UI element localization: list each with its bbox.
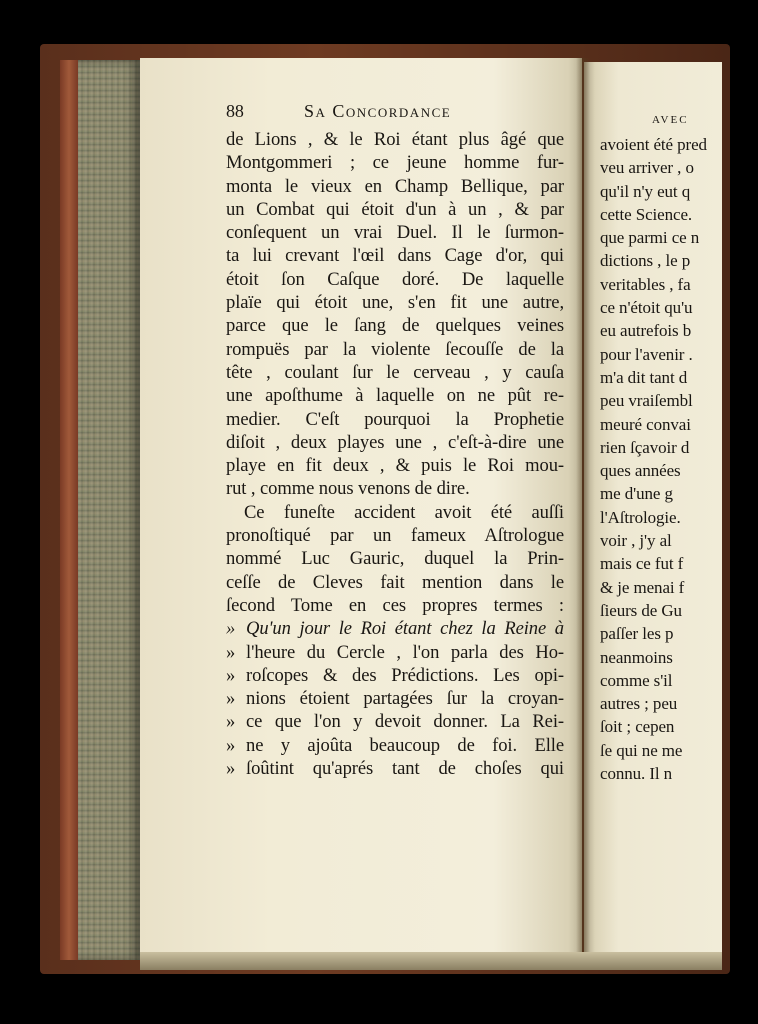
text-line: me d'une g xyxy=(600,484,673,504)
quote-mark: » xyxy=(226,641,236,663)
text-line: nions étoient partagées ſur la croyan- xyxy=(246,688,564,710)
text-line: rut , comme nous venons de dire. xyxy=(226,478,470,500)
red-edge-stain xyxy=(60,60,78,960)
text-line: playe en fit deux , & puis le Roi mou- xyxy=(226,455,564,477)
text-line: ſe qui ne me xyxy=(600,740,683,760)
text-line: neanmoins xyxy=(600,647,673,667)
text-line: Montgommeri ; ce jeune homme fur- xyxy=(226,152,564,174)
quote-mark: » xyxy=(226,758,236,780)
text-line: ſoit ; cepen xyxy=(600,717,675,737)
text-line: peu vraiſembl xyxy=(600,391,693,411)
quoted-line xyxy=(226,757,564,780)
text-line: étoit ſon Caſque doré. De laquelle xyxy=(226,268,564,290)
text-line: dictions , le p xyxy=(600,251,691,271)
text-line: eu autrefois b xyxy=(600,321,692,341)
text-line: meuré convai xyxy=(600,414,691,434)
quoted-line xyxy=(226,710,564,733)
quote-mark: » xyxy=(226,618,236,640)
right-page-body xyxy=(600,133,722,785)
left-page-body xyxy=(226,128,564,780)
text-line: ceſſe de Cleves fait mention dans le xyxy=(226,571,564,593)
running-head: Sa Concordance xyxy=(304,101,452,121)
text-line: qu'il n'y eut q xyxy=(600,181,691,201)
text-line: ques années xyxy=(600,461,681,481)
text-line: pronoſtiqué par un fameux Aſtrologue xyxy=(226,525,564,547)
quoted-line xyxy=(226,734,564,757)
page-bottom-edge xyxy=(140,952,722,970)
text-line: avoient été pred xyxy=(600,135,707,154)
text-line: comme s'il xyxy=(600,670,673,690)
text-line: veritables , fa xyxy=(600,274,691,294)
text-line: tête , coulant ſur le cerveau , y cauſa xyxy=(226,361,564,383)
quote-mark: » xyxy=(226,664,236,686)
text-line: rien ſçavoir d xyxy=(600,437,690,457)
text-line: ce n'étoit qu'u xyxy=(600,298,693,318)
text-line: ſecond Tome en ces propres termes : xyxy=(226,594,564,616)
text-line: ſieurs de Gu xyxy=(600,600,682,620)
text-line: Qu'un jour le Roi étant chez la Reine à xyxy=(246,618,564,640)
text-line: l'heure du Cercle , l'on parla des Ho- xyxy=(246,641,564,663)
text-line: & je menai f xyxy=(600,577,685,597)
text-line: conſequent un vrai Duel. Il le ſurmon- xyxy=(226,222,564,244)
text-line: que parmi ce n xyxy=(600,228,700,248)
quote-mark: » xyxy=(226,734,236,756)
page-number: 88 xyxy=(226,101,244,121)
text-line: ne y ajoûta beaucoup de foi. Elle xyxy=(246,734,564,756)
quoted-line xyxy=(226,687,564,710)
text-line: un Combat qui étoit d'un à un , & par xyxy=(226,198,564,220)
quote-mark: » xyxy=(226,711,236,733)
text-line: parce que le ſang de quelques veines xyxy=(226,315,564,337)
text-line: paſſer les p xyxy=(600,624,674,644)
quoted-line xyxy=(226,641,564,664)
text-line: une apoſthume à laquelle on ne pût re- xyxy=(226,385,564,407)
text-line: de Lions , & le Roi étant plus âgé que xyxy=(226,129,564,150)
text-line: l'Aſtrologie. xyxy=(600,507,681,527)
text-line: plaïe qui étoit une, s'en fit une autre, xyxy=(226,292,564,314)
left-page-header xyxy=(226,101,562,125)
text-line: diſoit , deux playes une , c'eſt-à-dire une xyxy=(226,431,564,453)
text-line: mais ce fut f xyxy=(600,554,684,574)
right-running-head: avec xyxy=(652,110,689,127)
text-line: ſoûtint qu'aprés tant de choſes qui xyxy=(246,758,564,780)
text-line: nommé Luc Gauric, duquel la Prin- xyxy=(226,548,564,570)
text-line: veu arriver , o xyxy=(600,158,694,178)
text-line: ce que l'on y devoit donner. La Rei- xyxy=(246,711,564,733)
text-line: cette Science. xyxy=(600,204,693,224)
text-line: voir , j'y al xyxy=(600,531,672,551)
text-line: monta le vieux en Champ Bellique, par xyxy=(226,175,564,197)
text-line: ta lui crevant l'œil dans Cage d'or, qui xyxy=(226,245,564,267)
text-line: autres ; peu xyxy=(600,694,678,714)
text-line: connu. Il n xyxy=(600,764,673,784)
quoted-line xyxy=(226,617,564,640)
quote-mark: » xyxy=(226,688,236,710)
text-line: medier. C'eſt pourquoi la Prophetie xyxy=(226,408,564,430)
text-line: Ce funeſte accident avoit été auſſi xyxy=(244,501,564,523)
text-line: rompuës par la violente ſecouſſe de la xyxy=(226,338,564,360)
right-page-clip xyxy=(584,62,722,954)
text-line: roſcopes & des Prédictions. Les opi- xyxy=(246,664,564,686)
quoted-line xyxy=(226,664,564,687)
text-line: pour l'avenir . xyxy=(600,344,693,364)
text-line: m'a dit tant d xyxy=(600,367,688,387)
